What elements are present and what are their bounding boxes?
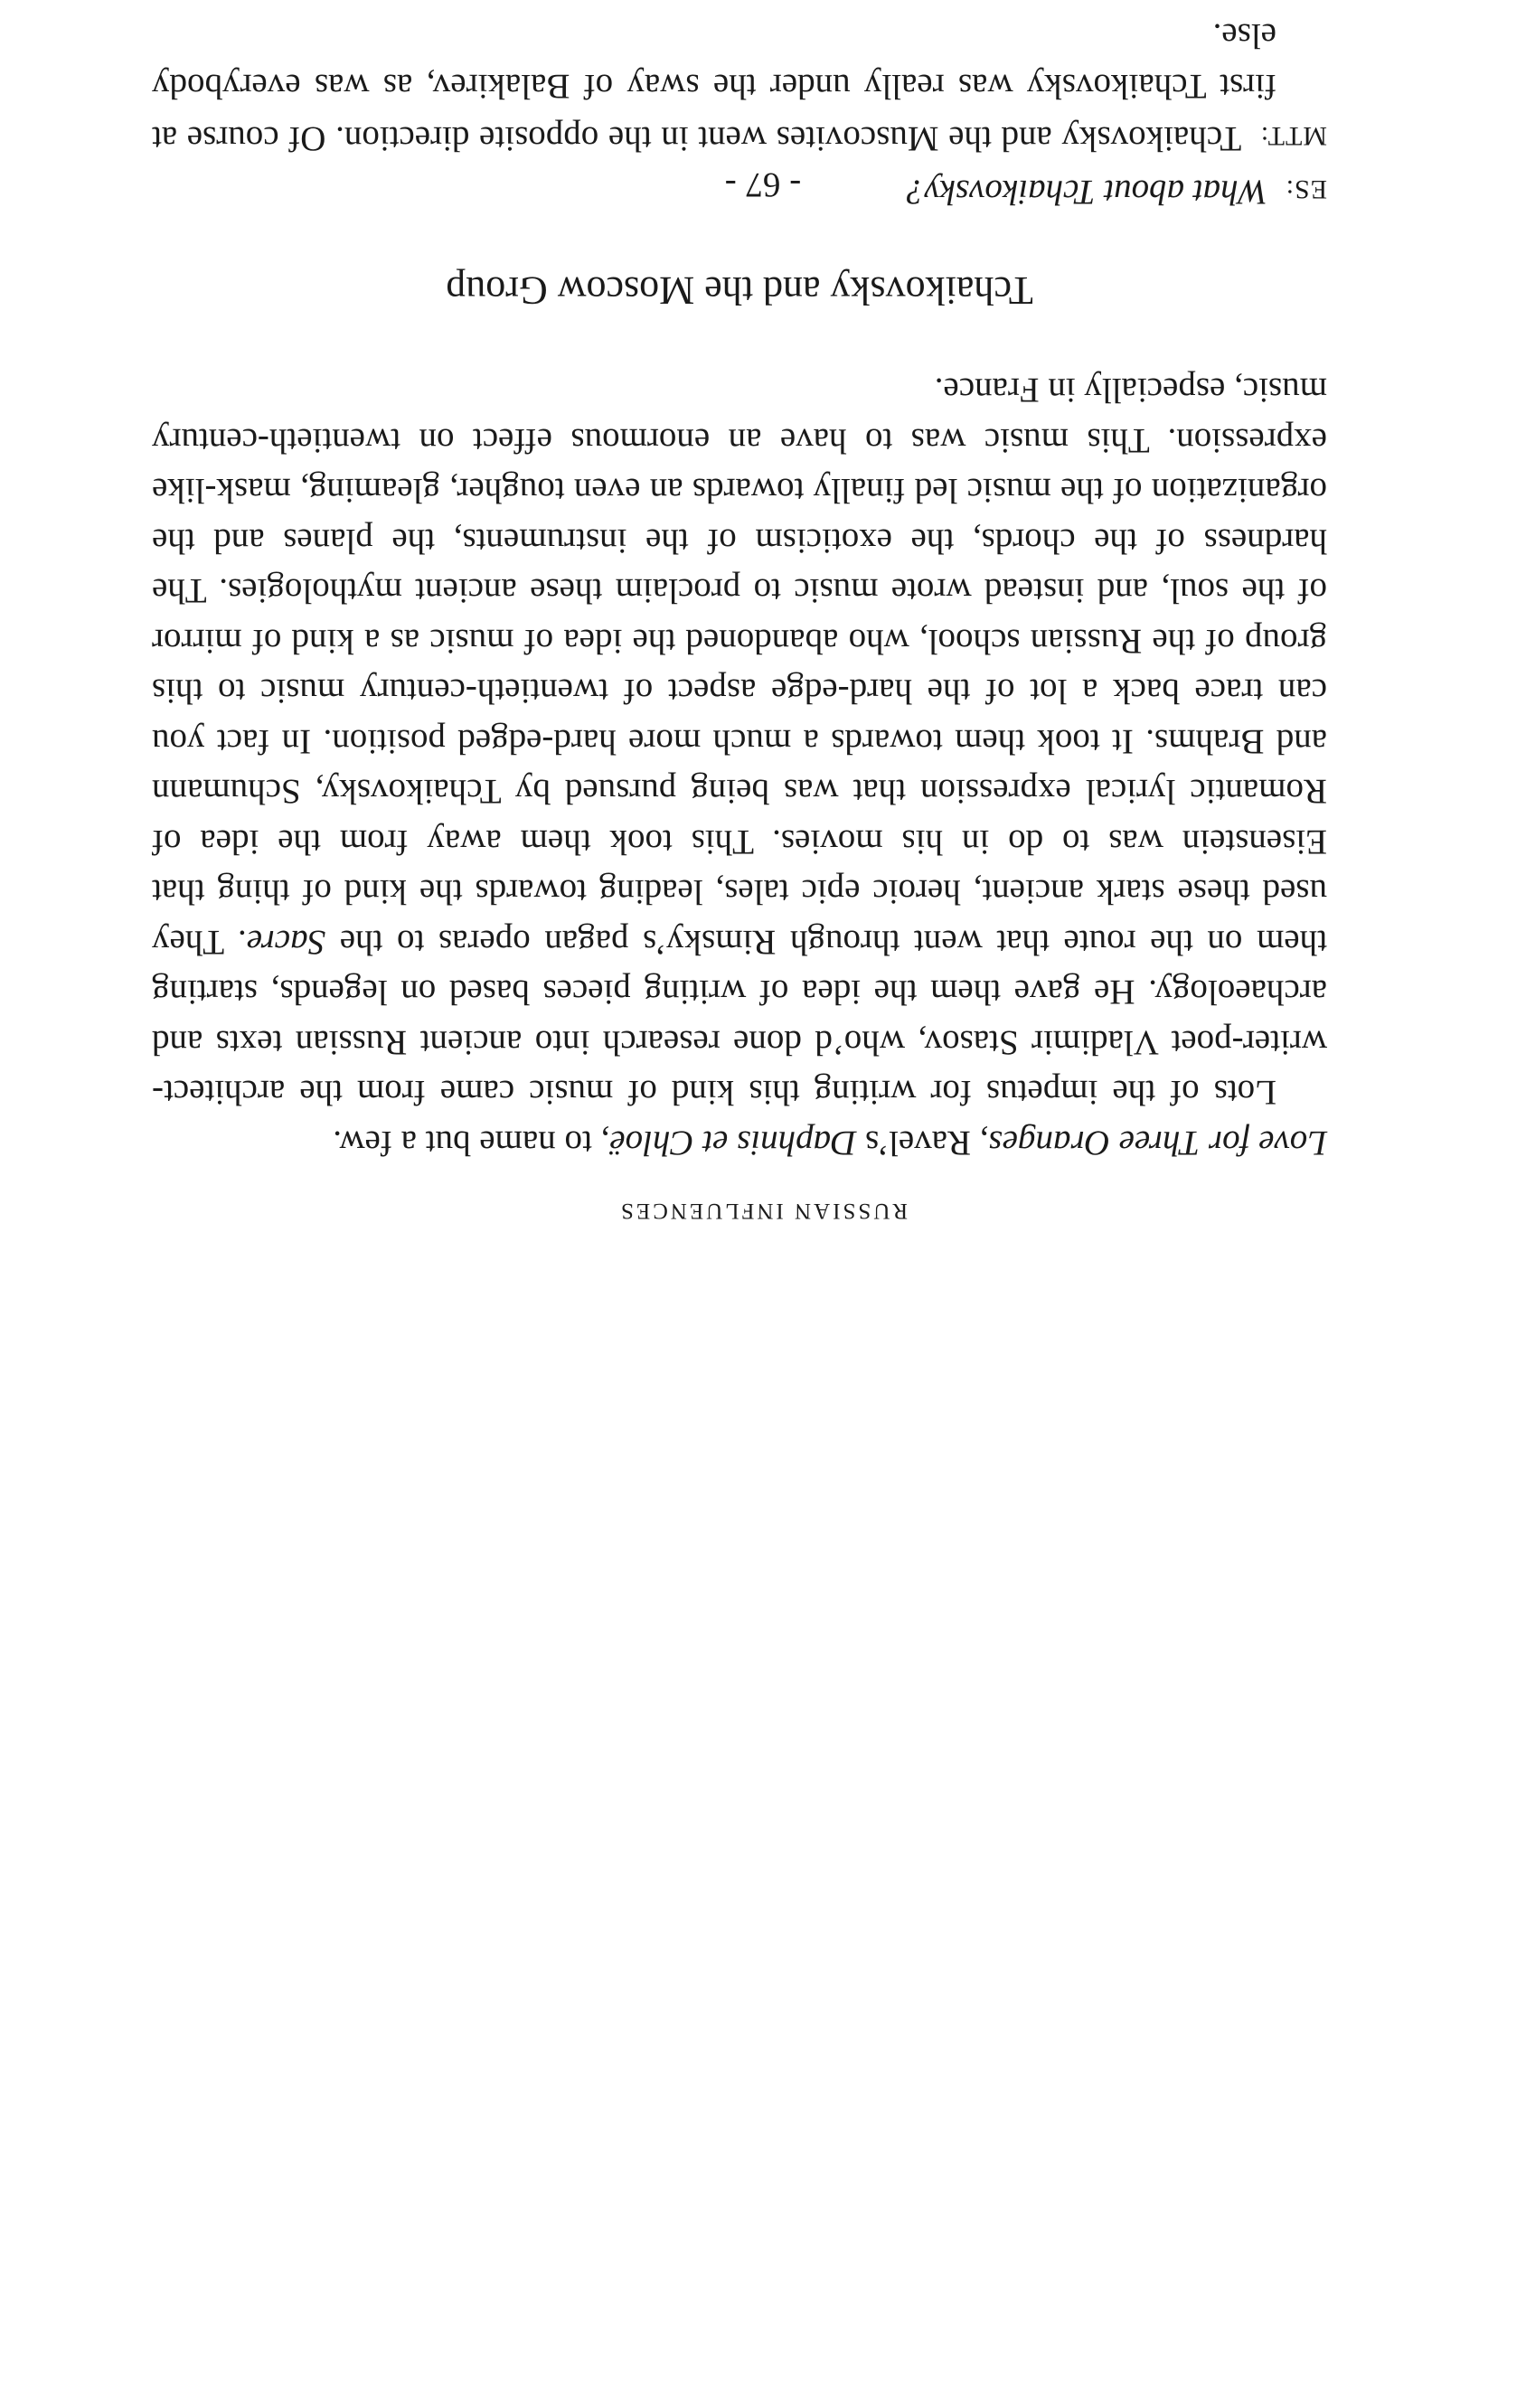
- section-title: Tchaikovsky and the Moscow Group: [446, 268, 1033, 313]
- speaker-label: ES:: [1285, 174, 1327, 204]
- work-title: Daphnis et Chloë: [609, 1124, 857, 1162]
- body-paragraph: [152, 365, 1327, 1118]
- paragraph-text: Lots of the impetus for writing this kind of music came from the architect-writer-poet Vladimir Stasov, who’d done research into ancient Russian texts and archaeology. He gave them the idea of writing pieces based on legends, starting them on the route that went through Rimsky’s pagan operas to the: [152, 923, 1327, 1113]
- speaker-label: MTT:: [1259, 121, 1327, 152]
- answer-text: Tchaikovsky and the Muscovites went in the opposite direction. Of course at first Tchaikovsky was really under the sway of Balakirev, as was everybody else.: [151, 16, 1276, 159]
- interview-answer: [152, 11, 1327, 165]
- work-title: Sacre: [246, 923, 326, 962]
- running-head: RUSSIAN INFLUENCES: [618, 1199, 909, 1223]
- carryover-paragraph: [152, 1118, 1327, 1169]
- paragraph-text: , Ravel’s: [856, 1124, 989, 1162]
- page-number: - 67 -: [724, 165, 802, 204]
- paragraph-text: . They used these stark ancient, heroic epic tales, leading towards the kind of thing that Eisenstein was to do in his movies. This took them away from the idea of Romantic lyrical expression that was being pursued by Tchaikovsky, Schumann and Brahms. It took them towards a much more hard-edged position. In fact you can trace back a lot of the hard-edge aspect of twentieth-century music to this group of the Russian school, who abandoned the idea of music as a kind of mirror of the soul, and instead wrote music to proclaim these ancient mythologies. The hardness of the chords, the exoticism of the instruments, the planes and the organization of the music led finally towards an even tougher, gleaming, mask-like expression. This music was to have an enormous effect on twentieth-century music, especially in France.: [152, 371, 1327, 962]
- work-title: Love for Three Oranges: [988, 1124, 1327, 1162]
- paragraph-text: , to name but a few.: [333, 1124, 610, 1162]
- question-text: What about Tchaikovsky?: [906, 173, 1268, 212]
